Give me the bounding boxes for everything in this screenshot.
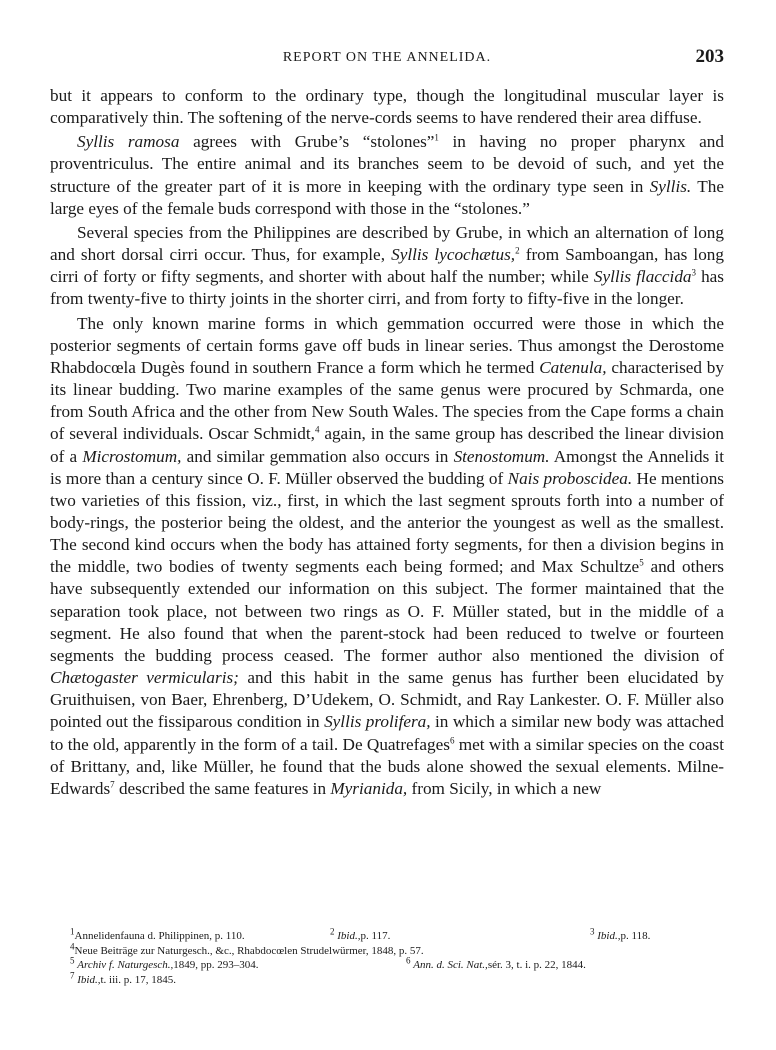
italic-text: Ibid., (77, 973, 101, 986)
italic-text: Syllis ramosa (77, 132, 180, 152)
footnote-row (70, 926, 724, 944)
italic-text: Ann. d. Sci. Nat., (413, 959, 488, 971)
text-run: The only known marine forms in which gemmation occurred were those in which the posterior segments of certain forms gave off buds in linear series. Thus amongst the Derostome Rhabdocœla Dugès found in southern France a form which he termed (50, 313, 724, 377)
footnote-number: 4 (70, 940, 75, 951)
footnote-ref: 4 (314, 424, 320, 435)
text-run: from Sicily, in which a new (407, 778, 602, 798)
footnote-number: 7 (70, 969, 75, 980)
footnote (406, 955, 586, 973)
text-run: in which a similar new body was attached to the old, apparently in the form of a tail. De Quatrefages (50, 712, 725, 754)
text-run: and similar gemmation also occurs in (181, 446, 454, 466)
italic-text: Ibid., (597, 930, 621, 942)
italic-text: Nais proboscidea. (507, 468, 633, 488)
text-run: agrees with Grube’s “stolones” (179, 132, 435, 152)
text-run: Neue Beiträge zur Naturgesch., &c., Rhabdocœlen Strudelwürmer, 1848, p. 57. (74, 944, 424, 957)
footnote-ref: 7 (110, 779, 115, 790)
italic-text: Ibid., (337, 930, 361, 942)
footnote-number: 1 (70, 926, 75, 937)
text-run: and this habit in the same genus has further been elucidated by Gruithuisen, von Baer, Ehrenberg, D’Udekem, O. Schmidt, and Ray Lankester. O. F. Müller also pointed out the fissiparous condition in (50, 668, 724, 732)
running-head: REPORT ON THE ANNELIDA. (282, 50, 492, 65)
footnote-row (70, 940, 724, 959)
footnote-number: 2 (330, 926, 335, 937)
italic-text: Syllis lycochætus, (391, 245, 516, 265)
italic-text: Stenostomum. (453, 446, 550, 466)
text-run: and others have subsequently extended our information on this subject. The former maintained that the separation took place, not between two rings as O. F. Müller stated, but in the middle of a segment. He also found that when the parent-stock had been reduced to twelve or fourteen segments the budding process ceased. The former author also mentioned the division of (50, 557, 725, 665)
italic-text: Syllis. (649, 176, 692, 196)
page-number: 203 (695, 46, 724, 67)
italic-text: Catenula, (539, 357, 607, 377)
text-run: The large eyes of the female buds correspond with those in the “stolones.” (50, 176, 724, 218)
footnote (590, 926, 651, 944)
text-run: has from twenty-five to thirty joints in the shorter cirri, and from forty to fifty-five in the longer. (50, 267, 724, 309)
footnote (70, 955, 259, 973)
text-run: Amongst the Annelids it is more than a century since O. F. Müller observed the budding of (50, 446, 725, 488)
italic-text: Chætogaster vermicularis; (50, 668, 239, 688)
text-run: from Samboangan, has long cirri of forty or fifty segments, and shorter with about half the number; while (50, 245, 724, 287)
text-run: p. 117. (360, 930, 391, 942)
text-run: t. iii. p. 17, 1845. (100, 973, 176, 986)
footnote-ref: 1 (434, 132, 439, 143)
footnote (70, 969, 176, 988)
footnote-number: 5 (70, 955, 75, 966)
paragraph (50, 313, 724, 800)
footnote-ref: 5 (639, 557, 644, 568)
footnote (330, 926, 391, 944)
footnote-row (70, 955, 724, 973)
paragraph (50, 85, 724, 129)
footnote-ref: 2 (515, 245, 520, 256)
footnote-ref: 6 (449, 734, 455, 745)
text-run: p. 118. (620, 930, 651, 942)
page-header (50, 46, 724, 70)
text-run: He mentions two varieties of this fission, viz., first, in which the last segment sprouts forth into a number of body-rings, the posterior being the oldest, and the anterior the youngest as well as the smallest. The second kind occurs when the body has attained forty segments, for then a division begins in the middle, two bodies of twenty segments each being formed; and Max Schultze (50, 468, 724, 577)
text-run: sér. 3, t. i. p. 22, 1844. (487, 959, 586, 971)
text-run: 1849, pp. 293–304. (173, 959, 259, 971)
text-run: met with a similar species on the coast of Brittany, and, like Müller, he found that the buds alone showed the sexual elements. Milne-Edwards (50, 734, 725, 798)
italic-text: Myrianida, (330, 778, 408, 798)
italic-text: Archiv f. Naturgesch., (77, 959, 174, 971)
footnote-row (70, 969, 724, 988)
footnote-number: 6 (406, 955, 411, 966)
italic-text: Syllis prolifera, (324, 712, 431, 732)
text-run: in having no proper pharynx and proventriculus. The entire animal and its branches seem to be devoid of such, and yet the structure of the greater part of it is more in keeping with the ordinary type seen in (50, 132, 724, 196)
footnotes (70, 926, 724, 987)
body-text (50, 85, 724, 802)
paragraph (50, 222, 724, 311)
italic-text: Syllis flaccida (593, 267, 692, 287)
footnote-number: 3 (590, 926, 595, 937)
italic-text: Microstomum, (82, 446, 182, 466)
text-run: Several species from the Philippines are described by Grube, in which an alternation of long and short dorsal cirri occur. Thus, for example, (50, 222, 724, 265)
text-run: but it appears to conform to the ordinary type, though the longitudinal muscular layer is comparatively thin. The softening of the nerve-cords seems to have rendered their area diffuse. (50, 86, 724, 128)
text-run: Annelidenfauna d. Philippinen, p. 110. (74, 930, 245, 942)
text-run: again, in the same group has described the linear division of a (50, 424, 724, 466)
footnote-ref: 3 (691, 267, 697, 278)
text-run: characterised by its linear budding. Two marine examples of the same genus were procured by Schmarda, one from South Africa and the other from New South Wales. The species from the Cape forms a chain of several individuals. Oscar Schmidt, (50, 357, 724, 444)
paragraph (50, 131, 724, 220)
text-run: described the same features in (114, 778, 331, 798)
